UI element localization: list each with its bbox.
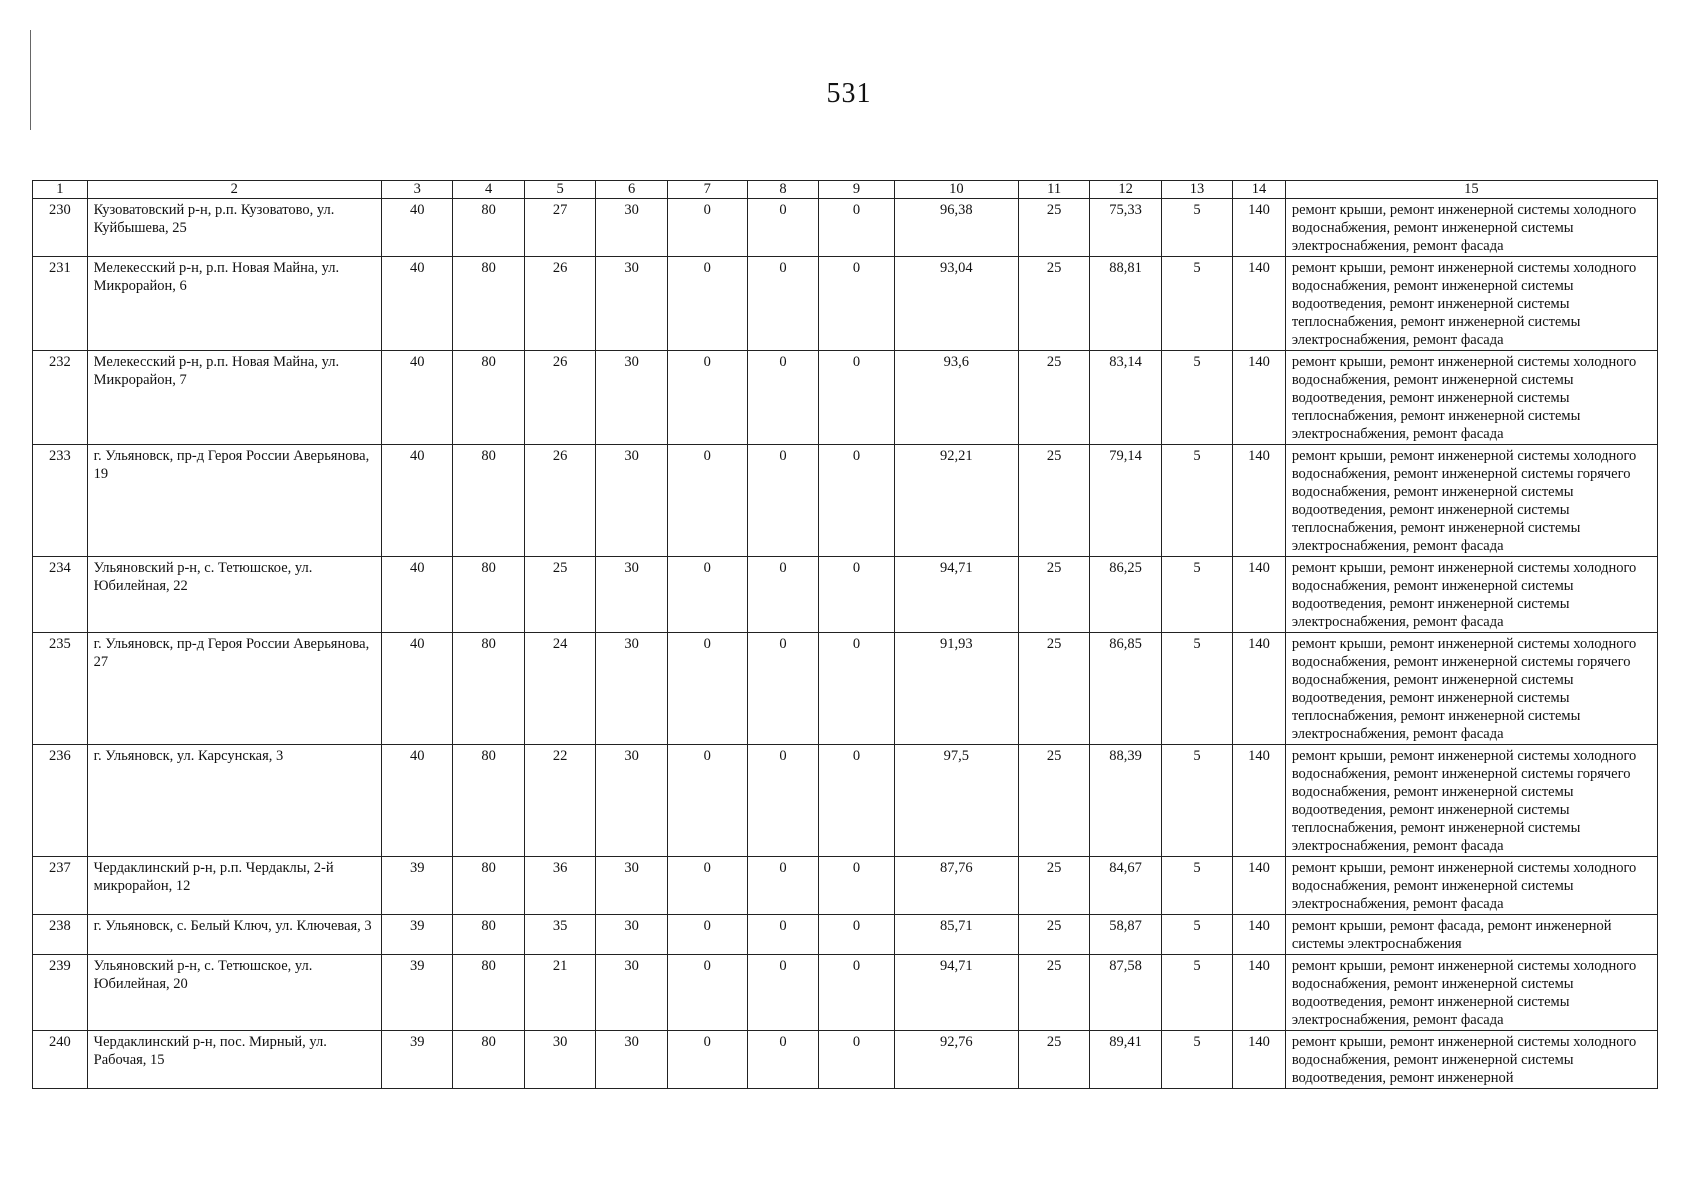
col9-cell: 0 [819,915,895,955]
col7-cell: 0 [667,633,747,745]
col11-cell: 25 [1018,557,1089,633]
col13-cell: 5 [1161,199,1232,257]
works-cell: ремонт крыши, ремонт инженерной системы холодного водоснабжения, ремонт инженерной системы горячего водоснабжения, ремонт инженерной системы водоотведения, ремонт инженерной системы теплоснабжения, ремонт инженерной системы электроснабжения, ремонт фасада [1285,445,1657,557]
col6-cell: 30 [596,257,667,351]
col12-cell: 88,81 [1090,257,1161,351]
col8-cell: 0 [747,257,818,351]
col7-cell: 0 [667,257,747,351]
col7-cell: 0 [667,915,747,955]
col3-cell: 40 [381,745,452,857]
col14-cell: 140 [1233,955,1286,1031]
register-table-container [32,180,1658,1089]
col4-cell: 80 [453,633,524,745]
housing-repair-table [32,180,1658,1089]
works-cell: ремонт крыши, ремонт инженерной системы холодного водоснабжения, ремонт инженерной системы водоотведения, ремонт инженерной системы электроснабжения, ремонт фасада [1285,955,1657,1031]
col11-cell: 25 [1018,915,1089,955]
col12-cell: 86,25 [1090,557,1161,633]
col10-cell: 97,5 [894,745,1018,857]
table-row [33,445,1658,557]
col6-cell: 30 [596,745,667,857]
col10-cell: 85,71 [894,915,1018,955]
col10-cell: 93,6 [894,351,1018,445]
col8-cell: 0 [747,745,818,857]
col8-cell: 0 [747,199,818,257]
col14-cell: 140 [1233,1031,1286,1089]
col14-cell: 140 [1233,199,1286,257]
col9-cell: 0 [819,633,895,745]
col12-cell: 75,33 [1090,199,1161,257]
table-row [33,745,1658,857]
col3-cell: 40 [381,633,452,745]
col3-cell: 40 [381,557,452,633]
col8-cell: 0 [747,955,818,1031]
col5-cell: 22 [524,745,595,857]
col12-cell: 58,87 [1090,915,1161,955]
column-header-5: 5 [524,181,595,199]
row-number: 236 [33,745,88,857]
column-header-1: 1 [33,181,88,199]
row-number: 231 [33,257,88,351]
column-header-10: 10 [894,181,1018,199]
col10-cell: 92,21 [894,445,1018,557]
column-header-11: 11 [1018,181,1089,199]
col9-cell: 0 [819,445,895,557]
table-row [33,199,1658,257]
address-cell: Чердаклинский р-н, р.п. Чердаклы, 2-й микрорайон, 12 [87,857,381,915]
col6-cell: 30 [596,955,667,1031]
col3-cell: 40 [381,199,452,257]
col6-cell: 30 [596,633,667,745]
col4-cell: 80 [453,857,524,915]
col7-cell: 0 [667,557,747,633]
table-row [33,915,1658,955]
col12-cell: 83,14 [1090,351,1161,445]
col10-cell: 93,04 [894,257,1018,351]
works-cell: ремонт крыши, ремонт инженерной системы холодного водоснабжения, ремонт инженерной системы водоотведения, ремонт инженерной системы электроснабжения, ремонт фасада [1285,557,1657,633]
works-cell: ремонт крыши, ремонт инженерной системы холодного водоснабжения, ремонт инженерной системы электроснабжения, ремонт фасада [1285,857,1657,915]
col9-cell: 0 [819,351,895,445]
col4-cell: 80 [453,257,524,351]
col7-cell: 0 [667,955,747,1031]
col12-cell: 88,39 [1090,745,1161,857]
col3-cell: 39 [381,915,452,955]
col6-cell: 30 [596,857,667,915]
col11-cell: 25 [1018,857,1089,915]
col5-cell: 26 [524,445,595,557]
address-cell: Кузоватовский р-н, р.п. Кузоватово, ул. Куйбышева, 25 [87,199,381,257]
address-cell: Чердаклинский р-н, пос. Мирный, ул. Рабочая, 15 [87,1031,381,1089]
col14-cell: 140 [1233,445,1286,557]
col8-cell: 0 [747,1031,818,1089]
col8-cell: 0 [747,557,818,633]
works-cell: ремонт крыши, ремонт инженерной системы холодного водоснабжения, ремонт инженерной системы водоотведения, ремонт инженерной системы теплоснабжения, ремонт инженерной системы электроснабжения, ремонт фасада [1285,351,1657,445]
col6-cell: 30 [596,1031,667,1089]
col10-cell: 87,76 [894,857,1018,915]
col7-cell: 0 [667,351,747,445]
col7-cell: 0 [667,745,747,857]
col14-cell: 140 [1233,257,1286,351]
row-number: 235 [33,633,88,745]
col13-cell: 5 [1161,955,1232,1031]
col4-cell: 80 [453,445,524,557]
column-header-4: 4 [453,181,524,199]
address-cell: Мелекесский р-н, р.п. Новая Майна, ул. Микрорайон, 6 [87,257,381,351]
address-cell: Мелекесский р-н, р.п. Новая Майна, ул. Микрорайон, 7 [87,351,381,445]
col5-cell: 36 [524,857,595,915]
table-row [33,351,1658,445]
col14-cell: 140 [1233,351,1286,445]
col11-cell: 25 [1018,955,1089,1031]
col7-cell: 0 [667,1031,747,1089]
col3-cell: 39 [381,955,452,1031]
col10-cell: 91,93 [894,633,1018,745]
table-row [33,955,1658,1031]
col13-cell: 5 [1161,445,1232,557]
col12-cell: 84,67 [1090,857,1161,915]
col11-cell: 25 [1018,1031,1089,1089]
col13-cell: 5 [1161,633,1232,745]
col6-cell: 30 [596,557,667,633]
col4-cell: 80 [453,1031,524,1089]
col7-cell: 0 [667,445,747,557]
column-header-8: 8 [747,181,818,199]
col8-cell: 0 [747,445,818,557]
col3-cell: 40 [381,351,452,445]
works-cell: ремонт крыши, ремонт фасада, ремонт инженерной системы электроснабжения [1285,915,1657,955]
col9-cell: 0 [819,955,895,1031]
works-cell: ремонт крыши, ремонт инженерной системы холодного водоснабжения, ремонт инженерной системы электроснабжения, ремонт фасада [1285,199,1657,257]
col6-cell: 30 [596,915,667,955]
col13-cell: 5 [1161,915,1232,955]
col9-cell: 0 [819,557,895,633]
col14-cell: 140 [1233,745,1286,857]
column-header-14: 14 [1233,181,1286,199]
column-header-12: 12 [1090,181,1161,199]
col12-cell: 86,85 [1090,633,1161,745]
table-row [33,257,1658,351]
col10-cell: 92,76 [894,1031,1018,1089]
col13-cell: 5 [1161,351,1232,445]
address-cell: г. Ульяновск, ул. Карсунская, 3 [87,745,381,857]
col7-cell: 0 [667,857,747,915]
col12-cell: 79,14 [1090,445,1161,557]
address-cell: г. Ульяновск, с. Белый Ключ, ул. Ключевая, 3 [87,915,381,955]
col11-cell: 25 [1018,633,1089,745]
row-number: 238 [33,915,88,955]
row-number: 232 [33,351,88,445]
col3-cell: 39 [381,1031,452,1089]
table-row [33,557,1658,633]
col11-cell: 25 [1018,257,1089,351]
column-header-7: 7 [667,181,747,199]
col13-cell: 5 [1161,745,1232,857]
col12-cell: 87,58 [1090,955,1161,1031]
col4-cell: 80 [453,745,524,857]
column-header-2: 2 [87,181,381,199]
col14-cell: 140 [1233,857,1286,915]
table-row [33,857,1658,915]
col9-cell: 0 [819,857,895,915]
column-header-3: 3 [381,181,452,199]
address-cell: Ульяновский р-н, с. Тетюшское, ул. Юбилейная, 20 [87,955,381,1031]
col10-cell: 94,71 [894,955,1018,1031]
col9-cell: 0 [819,1031,895,1089]
col4-cell: 80 [453,351,524,445]
col3-cell: 40 [381,257,452,351]
col13-cell: 5 [1161,1031,1232,1089]
row-number: 237 [33,857,88,915]
column-number-header-row [33,181,1658,199]
col11-cell: 25 [1018,445,1089,557]
address-cell: Ульяновский р-н, с. Тетюшское, ул. Юбилейная, 22 [87,557,381,633]
table-body [33,199,1658,1089]
row-number: 230 [33,199,88,257]
col11-cell: 25 [1018,745,1089,857]
col13-cell: 5 [1161,257,1232,351]
col14-cell: 140 [1233,557,1286,633]
column-header-13: 13 [1161,181,1232,199]
col4-cell: 80 [453,915,524,955]
row-number: 239 [33,955,88,1031]
col4-cell: 80 [453,199,524,257]
table-row [33,633,1658,745]
column-header-9: 9 [819,181,895,199]
col13-cell: 5 [1161,557,1232,633]
works-cell: ремонт крыши, ремонт инженерной системы холодного водоснабжения, ремонт инженерной системы горячего водоснабжения, ремонт инженерной системы водоотведения, ремонт инженерной системы теплоснабжения, ремонт инженерной системы электроснабжения, ремонт фасада [1285,745,1657,857]
col8-cell: 0 [747,915,818,955]
col6-cell: 30 [596,351,667,445]
col8-cell: 0 [747,351,818,445]
col8-cell: 0 [747,633,818,745]
col5-cell: 30 [524,1031,595,1089]
col13-cell: 5 [1161,857,1232,915]
col8-cell: 0 [747,857,818,915]
col3-cell: 39 [381,857,452,915]
col10-cell: 94,71 [894,557,1018,633]
col7-cell: 0 [667,199,747,257]
col6-cell: 30 [596,199,667,257]
col5-cell: 24 [524,633,595,745]
col4-cell: 80 [453,955,524,1031]
column-header-6: 6 [596,181,667,199]
col12-cell: 89,41 [1090,1031,1161,1089]
col3-cell: 40 [381,445,452,557]
col10-cell: 96,38 [894,199,1018,257]
works-cell: ремонт крыши, ремонт инженерной системы холодного водоснабжения, ремонт инженерной системы горячего водоснабжения, ремонт инженерной системы водоотведения, ремонт инженерной системы теплоснабжения, ремонт инженерной системы электроснабжения, ремонт фасада [1285,633,1657,745]
col14-cell: 140 [1233,915,1286,955]
col9-cell: 0 [819,199,895,257]
address-cell: г. Ульяновск, пр-д Героя России Аверьянова, 27 [87,633,381,745]
col5-cell: 26 [524,257,595,351]
col5-cell: 27 [524,199,595,257]
row-number: 240 [33,1031,88,1089]
col9-cell: 0 [819,745,895,857]
col5-cell: 25 [524,557,595,633]
col5-cell: 35 [524,915,595,955]
col9-cell: 0 [819,257,895,351]
works-cell: ремонт крыши, ремонт инженерной системы холодного водоснабжения, ремонт инженерной системы водоотведения, ремонт инженерной системы теплоснабжения, ремонт инженерной системы электроснабжения, ремонт фасада [1285,257,1657,351]
col4-cell: 80 [453,557,524,633]
col6-cell: 30 [596,445,667,557]
address-cell: г. Ульяновск, пр-д Героя России Аверьянова, 19 [87,445,381,557]
row-number: 233 [33,445,88,557]
col11-cell: 25 [1018,199,1089,257]
page-number: 531 [826,78,872,109]
col5-cell: 21 [524,955,595,1031]
col11-cell: 25 [1018,351,1089,445]
col14-cell: 140 [1233,633,1286,745]
col5-cell: 26 [524,351,595,445]
column-header-15: 15 [1285,181,1657,199]
works-cell: ремонт крыши, ремонт инженерной системы холодного водоснабжения, ремонт инженерной системы водоотведения, ремонт инженерной [1285,1031,1657,1089]
table-row [33,1031,1658,1089]
row-number: 234 [33,557,88,633]
